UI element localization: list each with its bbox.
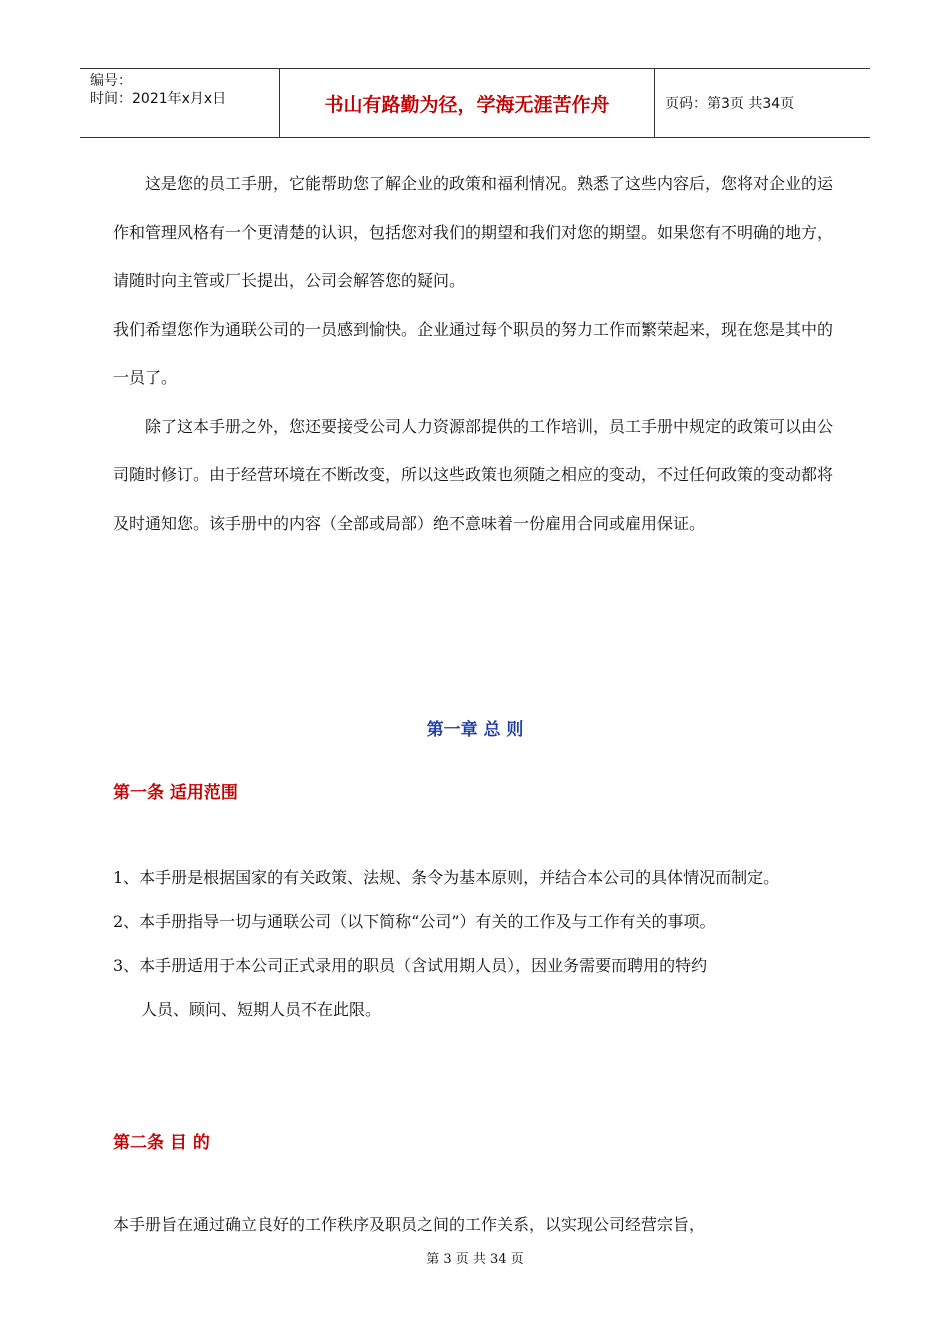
serial-number-label: 编号：	[90, 73, 132, 89]
header-motto: 书山有路勤为径，学海无涯苦作舟	[280, 69, 655, 137]
article-1-items	[113, 856, 835, 1032]
article-2-body	[113, 1203, 835, 1247]
header-page-info: 页码：第3页 共34页	[665, 96, 795, 112]
chapter-title: 第一章 总 则	[426, 720, 524, 740]
intro-section	[113, 160, 835, 548]
article-2-text: 本手册旨在通过确立良好的工作秩序及职员之间的工作关系，以实现公司经营宗旨，	[113, 1215, 706, 1234]
page-header	[80, 68, 870, 138]
article-2-title: 第二条 目 的	[113, 1133, 210, 1153]
header-info-cell	[80, 69, 280, 137]
date-label: 时间：2021年x月x日	[90, 91, 227, 107]
page-footer: 第 3 页 共 34 页	[426, 1252, 524, 1267]
list-item: 2、本手册指导一切与通联公司（以下简称“公司”）有关的工作及与工作有关的事项。	[113, 912, 716, 931]
intro-paragraph-3: 除了这本手册之外，您还要接受公司人力资源部提供的工作培训，员工手册中规定的政策可以由公司随时修订。由于经营环境在不断改变，所以这些政策也须随之相应的变动，不过任何政策的变动都将及时通知您。该手册中的内容（全部或局部）绝不意味着一份雇用合同或雇用保证。	[113, 416, 834, 533]
list-item-continuation: 人员、顾问、短期人员不在此限。	[141, 1000, 382, 1019]
list-item: 1、本手册是根据国家的有关政策、法规、条令为基本原则，并结合本公司的具体情况而制定。	[113, 868, 780, 887]
article-1-title: 第一条 适用范围	[113, 783, 238, 803]
intro-paragraph-1: 这是您的员工手册，它能帮助您了解企业的政策和福利情况。熟悉了这些内容后，您将对企业的运作和管理风格有一个更清楚的认识，包括您对我们的期望和我们对您的期望。如果您有不明确的地方，请随时向主管或厂长提出，公司会解答您的疑问。	[113, 174, 834, 290]
intro-paragraph-2: 我们希望您作为通联公司的一员感到愉快。企业通过每个职员的努力工作而繁荣起来，现在您是其中的一员了。	[113, 319, 834, 387]
list-item: 3、本手册适用于本公司正式录用的职员（含试用期人员），因业务需要而聘用的特约	[113, 956, 708, 975]
